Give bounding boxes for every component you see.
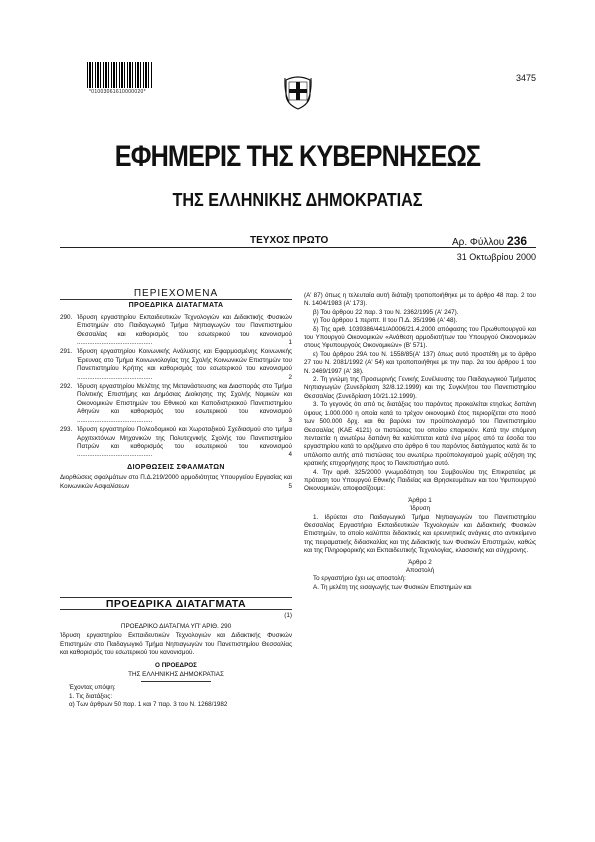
toc-correction: [60, 474, 292, 491]
toc-divider: [60, 299, 292, 300]
toc-item: [60, 383, 292, 425]
decree-president: Ο ΠΡΟΕΔΡΟΣ: [155, 662, 197, 670]
barcode-number: *01003061610000020*: [89, 89, 146, 95]
right-column: [304, 292, 536, 592]
sheet-value: 236: [507, 234, 528, 248]
body-paragraph: 4. Την αριθ. 325/2000 γνωμοδότηση του Συμβουλίου της Επικρατείας με πρόταση του Υπουργού Εθνικής Παιδείας και Θρησκευμάτων και του Υφυπουργού Οικονομικών, αποφασίζουμε:: [304, 468, 536, 493]
barcode: [87, 62, 153, 88]
article-1-text: 1. Ιδρύεται στο Παιδαγωγικό Τμήμα Νηπιαγωγών του Πανεπιστημίου Θεσσαλίας Εργαστήριο Εκπαιδευτικών Τεχνολογιών και Διδακτικής Φυσικών Επιστημών, το οποίο καλύπτει διδακτικές και ερευνητικές ανάγκες στο αντικείμενο της πειραματικής διδασκαλίας και της Διδακτικής των Φυσικών Επιστημών, καθώς και της Πληροφορικής και Εκπαιδευτικής Τεχνολογίας, κλασσικής και σύγχρονης.: [304, 513, 536, 555]
body-paragraph: β) Του άρθρου 22 παρ. 3 του Ν. 2362/1995 (Α' 247).: [313, 308, 459, 316]
decree-paragraph: α) Των άρθρων 50 παρ. 1 και 7 παρ. 3 του Ν. 1268/1982: [69, 701, 228, 709]
header-rule: [60, 247, 536, 248]
body-paragraph: ε) Του άρθρου 29Α του Ν. 1558/85(Α' 137) όπως αυτό προστέθη με το άρθρο 27 του Ν. 2081/1992 (Α' 54) και τροποποιήθηκε με την παρ. 2α του άρθρου 1 του Ν. 2469/1997 (Α' 38).: [304, 350, 536, 375]
toc-item-text: Ίδρυση εργαστηρίου Μελέτης της Μετανάστευσης και Διασποράς στο Τμήμα Πολιτικής Επιστήμης και Δημόσιας Διοίκησης της Σχολής Νομικών και Οικονομικών Επιστημών του Εθνικού και Καποδιστριακού Πανεπιστημίου Αθηνών και καθορισμός του εσωτερικού του κανονισμού: [77, 383, 292, 416]
toc-item-text: Ίδρυση εργαστηρίου Εκπαιδευτικών Τεχνολογιών και Διδακτικής Φυσικών Επιστημών στο Παιδαγωγικό Τμήμα Νηπιαγωγών του Πανεπιστημίου Θεσσαλίας και καθορισμός του εσωτερικού του κανονισμού: [77, 313, 292, 338]
toc-item: [60, 314, 292, 348]
toc-heading: ΠΕΡΙΕΧΟΜΕΝΑ: [133, 288, 219, 299]
page-number: 3475: [515, 73, 536, 83]
decree-heading: ΠΡΟΕΔΡΙΚΑ ΔΙΑΤΑΓΜΑΤΑ: [105, 598, 247, 610]
article-2-intro: Το εργαστήριο έχει ως αποστολή:: [313, 575, 406, 583]
greek-coat-of-arms-icon: [283, 72, 313, 110]
toc-item-text: Ίδρυση εργαστηρίου Κοινωνικής Ανάλυσης και Εφαρμοσμένης Κοινωνικής Έρευνας στο Τμήμα Κοινωνιολογίας της Σχολής Κοινωνικών Επιστημών του Πανεπιστημίου Κρήτης και καθορισμός του εσωτερικού του κανονισμού: [77, 348, 292, 373]
article-1-heading: Άρθρο 1: [408, 496, 432, 504]
decree-number: ΠΡΟΕΔΡΙΚΟ ΔΙΑΤΑΓΜΑ ΥΠ' ΑΡΙΘ. 290: [120, 622, 232, 630]
toc-item-number: 293.: [60, 426, 73, 434]
toc-item: [60, 426, 292, 460]
sheet-number: [452, 234, 527, 248]
article-2-item-a: Α. Τη μελέτη της εισαγωγής των Φυσικών Επιστημών και: [313, 583, 472, 591]
article-2-title: Αποστολή: [405, 567, 435, 574]
body-paragraph: γ) Του άρθρου 1 περιπτ. ΙΙ του Π.Δ. 35/1996 (Α' 48).: [313, 317, 458, 325]
gazette-title: ΕΦΗΜΕΡΙΣ ΤΗΣ ΚΥΒΕΡΝΗΣΕΩΣ: [114, 140, 481, 173]
body-paragraph: 3. Το γεγονός ότι από τις διατάξεις του παρόντος προκαλείται ετησίως δαπάνη ύψους 1.000.000 η οποία κατά το τρέχον οικονομικό έτος περιορίζεται στο ποσό των 500.000 δρχ. και θα βαρύνει τον προϋπολογισμό του Πανεπιστημίου Θεσσαλίας (ΚΑΕ 4121) οι πιστώσεις του οποίου επαρκούν. Κατά την επόμενη πενταετία η ανωτέρω δαπάνη θα καλύπτεται κατά ένα μέρος από τα έσοδα του εργαστηρίου κατά το οριζόμενο στο άρθρο 6 του παρόντος διατάγματος κατά δε το υπόλοιπο αυτής από πιστώσεις του ανωτέρω προϋπολογισμού χωρίς αύξηση της κρατικής επιχορήγησης προς το Πανεπιστήμιο αυτό.: [304, 401, 536, 468]
toc-section-decrees: ΠΡΟΕΔΡΙΚΑ ΔΙΑΤΑΓΜΑΤΑ: [128, 302, 224, 310]
body-paragraph: 2. Τη γνώμη της Προσωρινής Γενικής Συνέλευσης του Παιδαγωγικού Τμήματος Νηπιαγωγών (Συνεδρίαση 32/8.12.1999) και της Συγκλήτου του Πανεπιστημίου Θεσσαλίας (Συνεδρίαση 10/21.12.1999).: [304, 376, 536, 400]
toc-item-page: 3: [288, 416, 292, 424]
toc-item-page: 4: [288, 451, 292, 459]
article-2-heading: Άρθρο 2: [408, 558, 432, 566]
decree-paragraph: 1. Τις διατάξεις:: [69, 692, 113, 700]
sheet-label: Αρ. Φύλλου: [452, 237, 505, 248]
toc-correction-page: 5: [288, 482, 292, 490]
decree-block: [60, 596, 292, 709]
toc-item-number: 291.: [60, 348, 73, 356]
toc-item-page: 2: [288, 373, 292, 381]
decree-marker: (1): [284, 612, 292, 620]
issue-label: ΤΕΥΧΟΣ ΠΡΩΤΟ: [250, 235, 329, 246]
article-1-title: Ίδρυση: [409, 505, 431, 513]
toc-item-page: 1: [288, 339, 292, 347]
toc-correction-text: Διορθώσεις σφαλμάτων στο Π.Δ.219/2000 αρμοδιότητας Υπουργείου Εργασίας και Κοινωνικών Ασφαλίσεων: [60, 474, 292, 490]
body-paragraph: (Α' 87) όπως η τελευταία αυτή διάταξη τροποποιήθηκε με το άρθρο 48 παρ. 2 του Ν. 1404/1983 (Α' 173).: [304, 292, 536, 308]
gazette-subtitle: ΤΗΣ ΕΛΛΗΝΙΚΗΣ ΔΗΜΟΚΡΑΤΙΑΣ: [172, 190, 423, 210]
toc-item-number: 292.: [60, 383, 73, 391]
toc-item-text: Ίδρυση εργαστηρίου Πολεοδομικού και Χωροταξικού Σχεδιασμού στο τμήμα Αρχιτεκτόνων Μηχανικών της Πολυτεχνικής Σχολής του Πανεπιστημίου Πατρών και καθορισμός του εσωτερικού του κανονισμού: [77, 426, 292, 450]
decree-considering: Έχοντας υπόψη:: [69, 684, 116, 692]
toc-item: [60, 348, 292, 382]
issue-date: 31 Οκτωβρίου 2000: [456, 252, 536, 262]
decree-separator: [141, 681, 211, 682]
table-of-contents: [60, 290, 292, 491]
decree-summary: Ίδρυση εργαστηρίου Εκπαιδευτικών Τεχνολογιών και Διδακτικής Φυσικών Επιστημών στο Παιδαγωγικό Τμήμα Νηπιαγωγών του Πανεπιστημίου Θεσσαλίας και καθορισμός του εσωτερικού του κανονισμού.: [60, 632, 292, 657]
toc-item-number: 290.: [60, 313, 73, 321]
decree-republic: ΤΗΣ ΕΛΛΗΝΙΚΗΣ ΔΗΜΟΚΡΑΤΙΑΣ: [128, 670, 224, 678]
toc-section-corrections: ΔΙΟΡΘΩΣΕΙΣ ΣΦΑΛΜΑΤΩΝ: [127, 463, 225, 471]
body-paragraph: δ) Της αριθ. 1039386/441/Α0006/21.4.2000 απόφασης του Πρωθυπουργού και του Υπουργού Οικονομικών «Ανάθεση αρμοδιοτήτων του Υπουργού Οικονομικών στους Υφυπουργούς Οικονομικών» (Β' 571).: [304, 325, 536, 350]
